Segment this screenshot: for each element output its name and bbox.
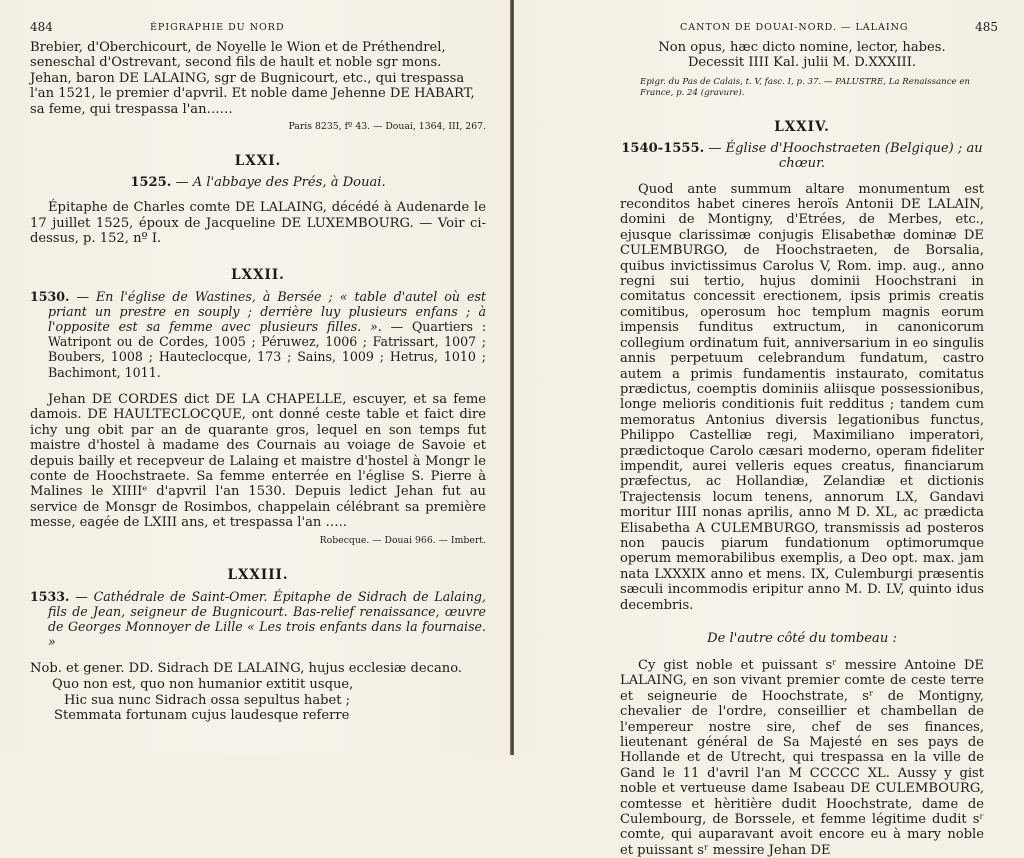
section-place-73: — Cathédrale de Saint-Omer. Épitaphe de Sidrach de Lalaing, fils de Jean, seigneur de Bugnicourt. Bas-relief renaissance, œuvre de Georges Monnoyer de Lille « Les trois enfants dans la fournaise. » xyxy=(48,588,486,650)
verse-continuation xyxy=(620,40,984,71)
intro-line: Jehan, baron DE LALAING, sgr de Bugnicourt, etc., qui trespassa xyxy=(30,70,465,86)
section-year-72: 1530. xyxy=(30,288,70,304)
intro-line: sa feme, qui trespassa l'an…… xyxy=(30,101,233,117)
verse-line: Quo non est, quo non humanior extitit usque, xyxy=(52,676,354,692)
intro-line: seneschal d'Ostrevant, second fils de hault et noble sgr mons. xyxy=(30,55,442,71)
intro-line: l'an 1521, le premier d'apvril. Et noble dame Jehenne DE HABART, xyxy=(30,86,475,102)
section-text-72: Jehan DE CORDES dict DE LA CHAPELLE, escuyer, et sa feme damois. DE HAULTECLOCQUE, ont donné ceste table et faict dire ichy ung obit par an de quarante gros, lequel en son temps fut maistre d'hostel à madame des Cournais au voiage de Savoie et depuis bailly et recepveur de Lalaing et maistre d'hostel à Mongr le conte de Hoochstraete. Sa femme enterrée en l'église S. Pierre à Malines le XIIIIᵉ d'apvril l'an 1530. Depuis ledict Jehan fut au service de Monsgr de Rosimbos, chappelain célébrant sa première messe, eagée de LXIII ans, et trespassa l'an ….. xyxy=(30,391,486,531)
section-place-71: — A l'abbaye des Prés, à Douai. xyxy=(175,175,386,191)
section-number-74: LXXIV. xyxy=(774,118,830,135)
section-text-74: Quod ante summum altare monumentum est reconditos habet cineres heroïs Antonii DE LALAIN, domini de Montigny, d'Etrées, de Merbes, etc., ejusque clarissimæ conjugis Elisabethæ dominæ DE CULEMBURGO, de Hoochstraeten, de Borsalia, quibus invictissimus Carolus V, Rom. imp. aug., anno regni sui tertio, hujus dominii Hoochstrani in comitatus concessit erectionem, ipsis primis creatis comitibus, operosum hoc templum magnis eorum impensis funditus extructum, in canonicorum collegium ordinatum fuit, anniversarium in eo singulis annis perpetuum celebrandum fundatum, castro autem a primis fundamentis instaurato, comitatus prædictus, coemptis dominiis aliisque possessionibus, longe melioris conditionis fuit redditus ; tandem cum memoratus Antonius diversis legationibus functus, Philippo Castelliæ regi, Maximiliano imperatori, prædictoque Carolo cæsari moderno, operam fideliter impendit, aurei velleris eques creatus, financiarum præfectus, ac Hollandiæ, Zelandiæ et dictionis Trajectensis locum tenens, annorum LX, Gandavi moritur IIII nonas aprilis, anno M D. XL, ac prædicta Elisabetha A CULEMBURGO, transmissis ad posteros non paucis piarum fundationum optimorumque operum memorabilibus exemplis, a Deo opt. max. jam nata LXXXIX anno et mens. IX, Culemburgi præsentis sæculi incommodis eripitur anno M. D. LV, quinto idus decembris. xyxy=(620,181,984,613)
right-running-title: CANTON DE DOUAI-NORD. — LALAING xyxy=(680,22,909,33)
section-year-71: 1525. xyxy=(130,175,172,191)
section-heading-71 xyxy=(30,175,486,190)
verse-line: Decessit IIII Kal. julii M. D.XXXIII. xyxy=(687,55,917,71)
left-running-title: ÉPIGRAPHIE DU NORD xyxy=(150,22,285,33)
left-running-head xyxy=(30,20,486,40)
section-year-73: 1533. xyxy=(30,588,70,604)
section-heading-72 xyxy=(30,289,486,380)
section-heading-73 xyxy=(30,589,486,650)
section-number-71: LXXI. xyxy=(234,153,282,170)
left-page-number: 484 xyxy=(30,20,53,34)
right-page-number: 485 xyxy=(975,20,998,34)
section-source-72: Robecque. — Douai 966. — Imbert. xyxy=(319,534,486,546)
side-title-74: De l'autre côté du tombeau : xyxy=(707,631,897,646)
intro-text xyxy=(30,40,486,117)
section-text-74-french: Cy gist noble et puissant sʳ messire Antoine DE LALAING, en son vivant premier comte de ceste terre et seigneurie de Hoochstrate, sʳ de Montigny, chevalier de l'ordre, conseillier et chambellan de l'empereur nostre sire, chef de ses finances, lieutenant général de Sa Majesté en ses pays de Hollande et de Utrecht, qui trespassa en la ville de Gand le 11 d'avril l'an M CCCCC XL. Aussy y gist noble et vertueuse dame Isabeau DE CULEMBOURG, comtesse et hèritière dudit Hoochstrate, dame de Culembourg, de Borssele, et femme légitime dudit sʳ comte, qui auparavant avoit encore eu à mary noble et puissant sʳ messire Jehan DE xyxy=(620,658,984,858)
section-heading-74 xyxy=(620,141,984,172)
intro-source: Paris 8235, fº 43. — Douai, 1364, III, 267. xyxy=(288,121,486,133)
intro-line: Brebier, d'Oberchicourt, de Noyelle le Wion et de Préthendrel, xyxy=(30,40,446,55)
section-number-73: LXXIII. xyxy=(227,566,289,583)
right-page xyxy=(514,0,1024,858)
left-page xyxy=(0,0,512,755)
verse-line: Stemmata fortunam cujus laudesque referre xyxy=(54,708,350,724)
section-place-72: — En l'église de Wastines, à Bersée ; « table d'autel où est priant un prestre en souply ; derrière luy plusieurs enfans ; à l'opposite est sa femme avec plusieurs filles. ». xyxy=(48,288,486,335)
verse-line: Non opus, hæc dicto nomine, lector, habes. xyxy=(658,40,946,55)
section-year-74: 1540-1555. xyxy=(621,140,705,156)
section-quarters-72: — Quartiers : Watripont ou de Cordes, 1005 ; Péruwez, 1006 ; Fatrissart, 1007 ; Boubers, 1008 ; Hauteclocque, 173 ; Sains, 1009 ; Hetrus, 1010 ; Bachimont, 1011. xyxy=(48,319,487,380)
bibliographic-note: Epigr. du Pas de Calais, t. V, fasc. I, p. 37. — PALUSTRE, La Renaissance en France, p. 24 (gravure). xyxy=(640,76,970,98)
right-running-head xyxy=(620,20,998,40)
verse-line: Nob. et gener. DD. Sidrach DE LALAING, hujus ecclesiæ decano. xyxy=(30,661,463,677)
section-text-71: Épitaphe de Charles comte DE LALAING, décédé à Audenarde le 17 juillet 1525, époux de Jacqueline DE LUXEMBOURG. — Voir ci-dessus, p. 152, nº I. xyxy=(30,200,486,247)
section-number-72: LXXII. xyxy=(231,266,285,283)
epitaph-verse-73 xyxy=(30,661,486,723)
section-place-74: — Église d'Hoochstraeten (Belgique) ; au chœur. xyxy=(708,140,983,172)
verse-line: Hic sua nunc Sidrach ossa sepultus habet ; xyxy=(64,692,351,708)
